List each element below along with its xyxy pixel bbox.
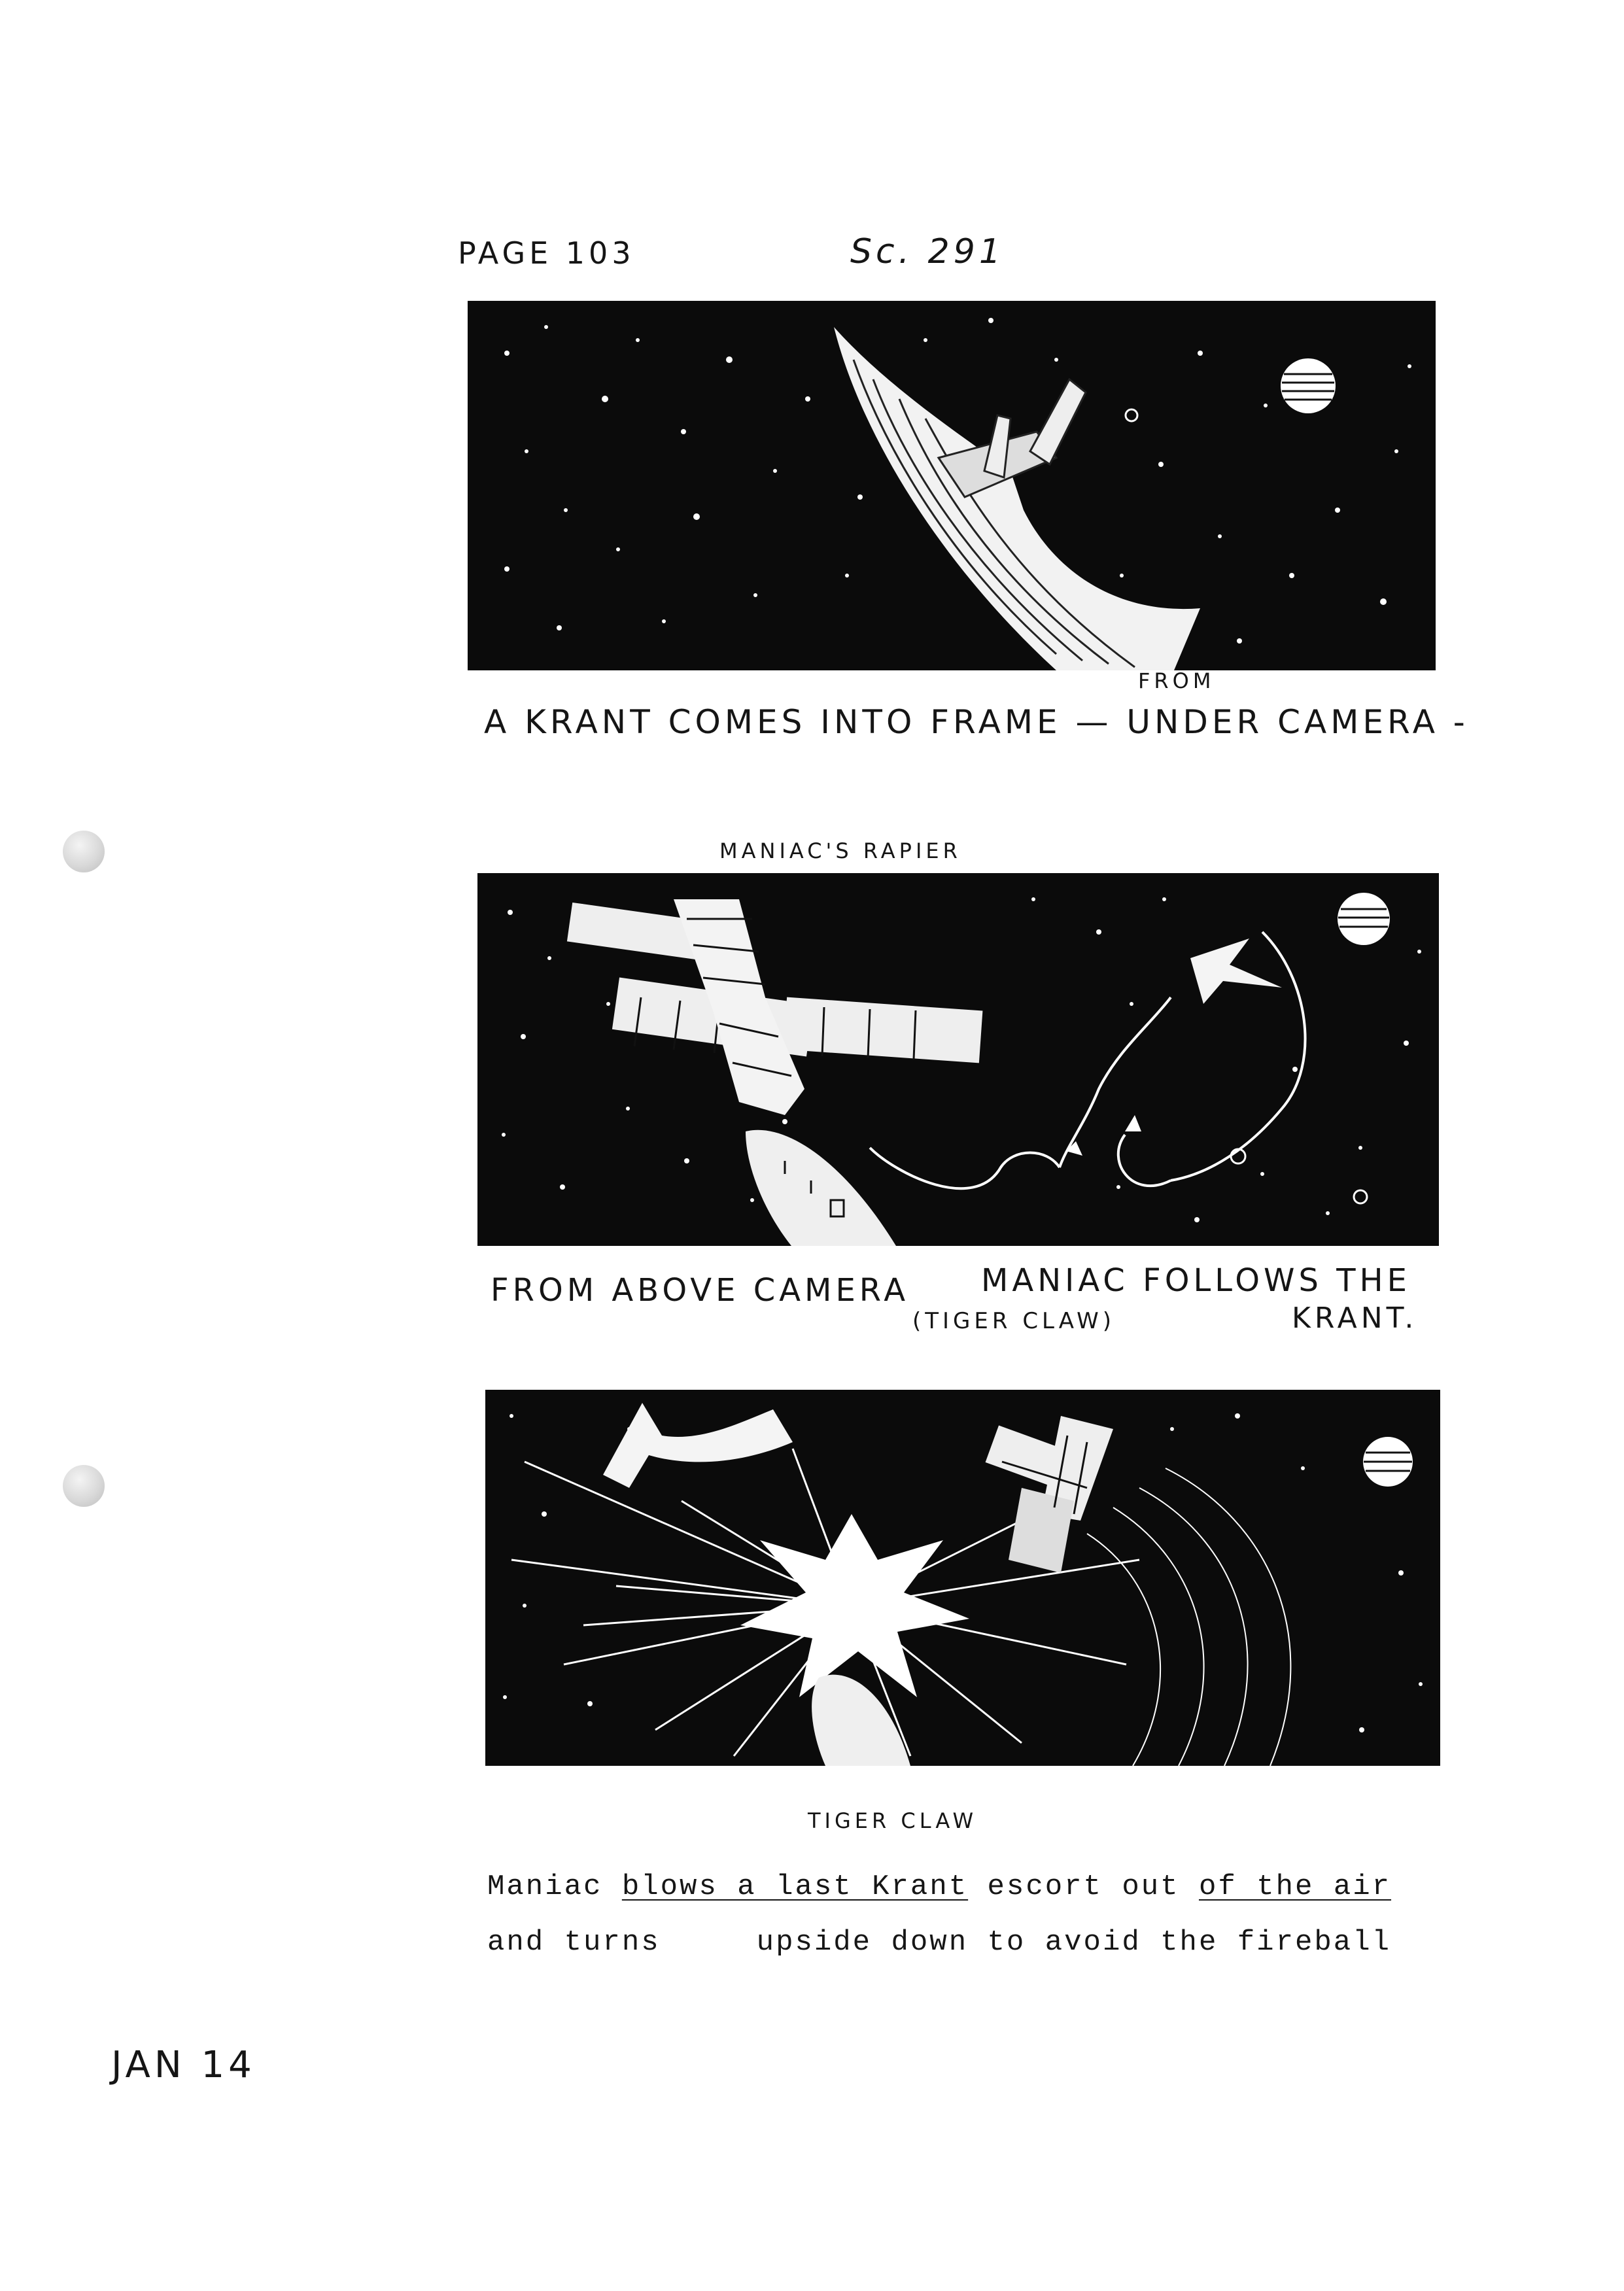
page-number: PAGE 103 (458, 235, 635, 271)
panel-2-caption-right: MANIAC FOLLOWS THE (981, 1262, 1411, 1299)
panel-2-illustration (477, 873, 1439, 1246)
typed-description-line-2: and turns upside down to avoid the fireball (487, 1926, 1392, 1959)
typed-line-1-part-2: blows a last Krant (621, 1870, 969, 1903)
punch-hole-top (63, 831, 105, 872)
storyboard-panel-2 (477, 873, 1439, 1246)
panel-2-caption-right-2: KRANT. (1292, 1301, 1418, 1335)
panel-1-caption-insert: FROM (1138, 668, 1215, 693)
typed-line-1-part-4: of the air (1198, 1870, 1392, 1903)
punch-hole-bottom (63, 1465, 105, 1507)
panel-3-illustration (485, 1390, 1440, 1766)
storyboard-panel-3 (485, 1390, 1440, 1766)
scene-number: Sc. 291 (850, 232, 1005, 271)
panel-1-caption: A KRANT COMES INTO FRAME — UNDER CAMERA - (484, 703, 1469, 741)
panel-2-caption-left: FROM ABOVE CAMERA (491, 1272, 910, 1309)
storyboard-panel-1 (468, 301, 1436, 670)
typed-description-line-1 (487, 1870, 1391, 1903)
typed-line-1-part-3: escort out (968, 1870, 1199, 1903)
panel-2-caption-note: (TIGER CLAW) (912, 1308, 1116, 1334)
panel-1-illustration (468, 301, 1436, 670)
date-note: JAN 14 (111, 2044, 256, 2086)
panel-3-label-tiger-claw: TIGER CLAW (808, 1808, 978, 1833)
typed-line-1-part-1: Maniac (487, 1870, 622, 1903)
panel-2-label-rapier: MANIAC'S RAPIER (719, 838, 961, 863)
